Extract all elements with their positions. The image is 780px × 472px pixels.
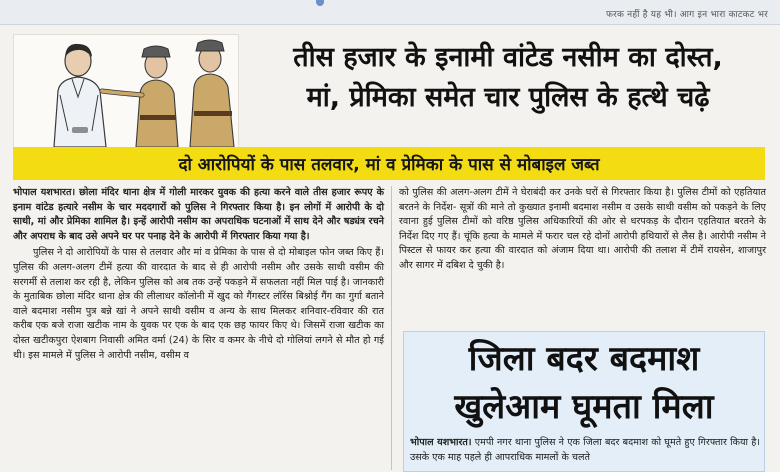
article-column-1: [13, 186, 384, 363]
headline-line-1: तीस हजार के इनामी वांटेड नसीम का दोस्त,: [293, 42, 723, 73]
box-heading-line-1: जिला बदर बदमाश: [468, 339, 700, 379]
police-arrest-icon: [14, 35, 238, 147]
subheadline-bar: [13, 147, 765, 180]
box-dateline: भोपाल यशभारत।: [410, 437, 472, 448]
top-strip: [0, 0, 780, 25]
pin-icon: [316, 0, 324, 6]
continuation-paragraph: को पुलिस की अलग-अलग टीमें ने घेराबंदी कर उनके घरों से गिरफ्तार किया है। पुलिस टीमों को एहतियात बरतने के निर्देश- सूत्रों की माने तो कुख्यात इनामी बदमाश नसीम व उसके साथी वसीम को पकड़ने के लिए रवाना हुई पुलिस टीमों को वरिष्ठ पुलिस अधिकारियों की ओर से धरपकड़ के दौरान एहतियात बरतने के निर्देश दिए गए हैं। चूंकि हत्या के मामले में फरार चल रहे दोनों आरोपी हथियारों से लैस है। आरोपी नसीम ने पिस्टल से फायर कर हत्या की वारदात को अंजाम दिया था। आरोपी की तलाश में टीमें रायसेन, शाजापुर और सागर में दबिश दे चुकी है।: [399, 187, 766, 271]
top-note: फरक नहीं है यह भी। आग इन भारा काटकट भर: [605, 10, 768, 20]
article-column-2: [399, 186, 766, 274]
box-heading-line-2: खुलेआम घूमता मिला: [454, 387, 714, 427]
subheadline: दो आरोपियों के पास तलवार, मां व प्रेमिका के पास से मोबाइल जब्त: [178, 155, 600, 175]
box-text: [410, 436, 760, 465]
body-paragraph: पुलिस ने दो आरोपियों के पास से तलवार और मां व प्रेमिका के पास से दो मोबाइल फोन जब्त किए हैं। पुलिस की अलग-अलग टीमें हत्या की वारदात के बाद से ही आरोपी नसीम और उसके साथी वसीम की सरगर्मी से तलाश कर रही है, लेकिन पुलिस को अब तक उन्हें पकड़ने में सफलता नहीं मिल पाई है। जानकारी के मुताबिक छोला मंदिर थाना क्षेत्र की लीलाधर कॉलोनी में खुद को गैंगस्टर लॉरेंस बिश्नोई गैंग का गुर्गा बताने वाले बदमाश नसीम पुत्र बन्ने खां ने अपने साथी वसीम व अन्य के साथ मिलकर शनिवार-रविवार की रात करीब एक बजे राजा खटीक नाम के युवक पर एक के बाद एक छह फायर किए थे। जिसमें राजा खटीक का दोस्त खटीकपुरा ऐशबाग निवासी अमित वर्मा (24) के सिर व कमर के नीचे दो गोलियां लगने से मौत हो गई थी। इस मामले में पुलिस ने आरोपी नसीम, वसीम व: [13, 247, 384, 361]
column-divider: [391, 186, 392, 470]
page-headline: [244, 38, 772, 118]
arrest-illustration: [13, 34, 239, 148]
lead-paragraph: भोपाल यशभारत। छोला मंदिर थाना क्षेत्र में गोली मारकर युवक की हत्या करने वाले तीस हजार रूपए के इनाम वांटेड हत्यारे नसीम के चार मददगारों को पुलिस ने गिरफ्तार किया है। इन लोगों में आरोपी के दो साथी, मां और प्रेमिका शामिल है। इन्हें आरोपी नसीम का अपराधिक घटनाओं में साथ देने और षड्यंत्र रचने और अपराध के बाद उसे अपने घर पर पनाह देने के आरोपी में गिरफ्तार किया गया है।: [13, 187, 384, 242]
sidebar-news-box: [403, 331, 765, 472]
box-body: एमपी नगर थाना पुलिस ने एक जिला बदर बदमाश को घूमते हुए गिरफ्तार किया है। उसके एक माह पहले ही आपराधिक मामलों के चलते: [410, 437, 760, 463]
headline-line-2: मां, प्रेमिका समेत चार पुलिस के हत्थे चढ़े: [306, 82, 710, 113]
